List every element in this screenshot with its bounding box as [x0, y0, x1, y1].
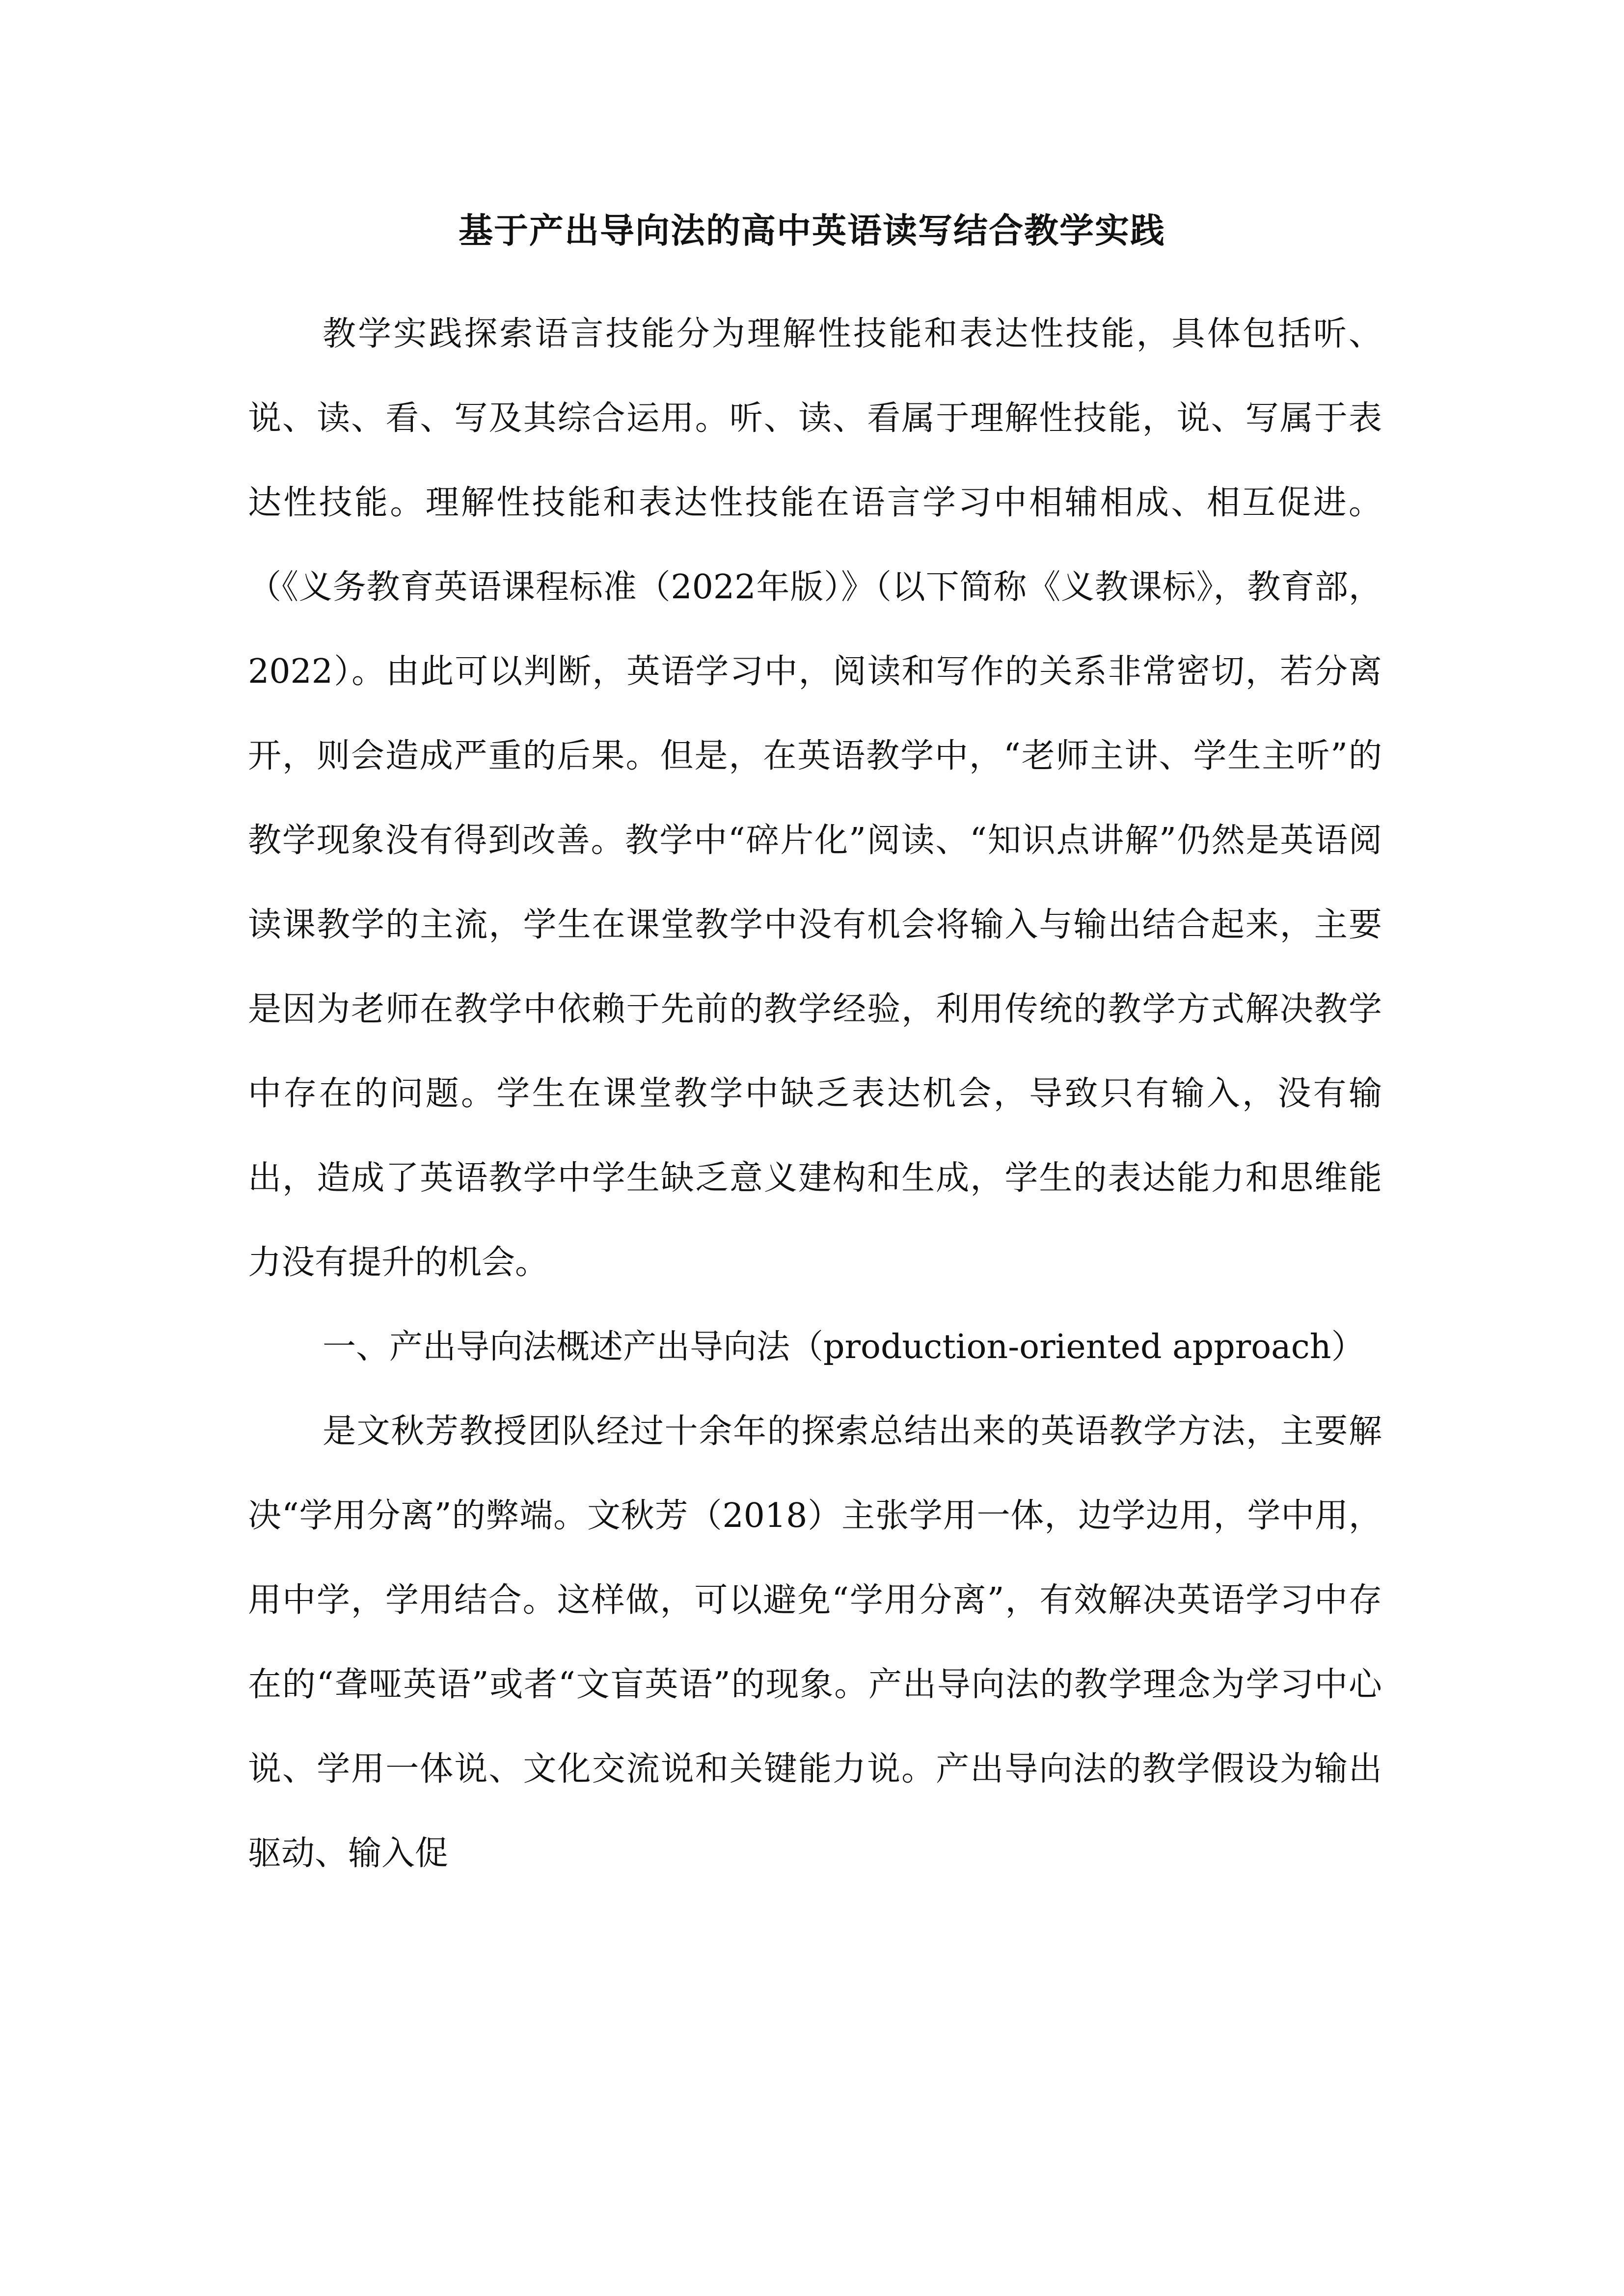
- paragraph-poa-description: 是文秋芳教授团队经过十余年的探索总结出来的英语教学方法，主要解决“学用分离”的弊端。文秋芳（2018）主张学用一体，边学边用，学中用，用中学，学用结合。这样做，可以避免“学用分离”，有效解决英语学习中存在的“聋哑英语”或者“文盲英语”的现象。产出导向法的教学理念为学习中心说、学用一体说、文化交流说和关键能力说。产出导向法的教学假设为输出驱动、输入促: [248, 1412, 1382, 1873]
- document-title: 基于产出导向法的高中英语读写结合教学实践: [459, 211, 1165, 251]
- paragraph-intro: 教学实践探索语言技能分为理解性技能和表达性技能，具体包括听、说、读、看、写及其综合运用。听、读、看属于理解性技能，说、写属于表达性技能。理解性技能和表达性技能在语言学习中相辅相成、相互促进。（《义务教育英语课程标准（2022年版）》（以下简称《义教课标》，教育部，2022）。由此可以判断，英语学习中，阅读和写作的关系非常密切，若分离开，则会造成严重的后果。但是，在英语教学中，“老师主讲、学生主听”的教学现象没有得到改善。教学中“碎片化”阅读、“知识点讲解”仍然是英语阅读课教学的主流，学生在课堂教学中没有机会将输入与输出结合起来，主要是因为老师在教学中依赖于先前的教学经验，利用传统的教学方式解决教学中存在的问题。学生在课堂教学中缺乏表达机会，导致只有输入，没有输出，造成了英语教学中学生缺乏意义建构和生成，学生的表达能力和思维能力没有提升的机会。: [248, 315, 1382, 1282]
- document-body: [248, 292, 1382, 1896]
- paragraph-section-heading: 一、产出导向法概述产出导向法（production-oriented approach）: [323, 1328, 1365, 1366]
